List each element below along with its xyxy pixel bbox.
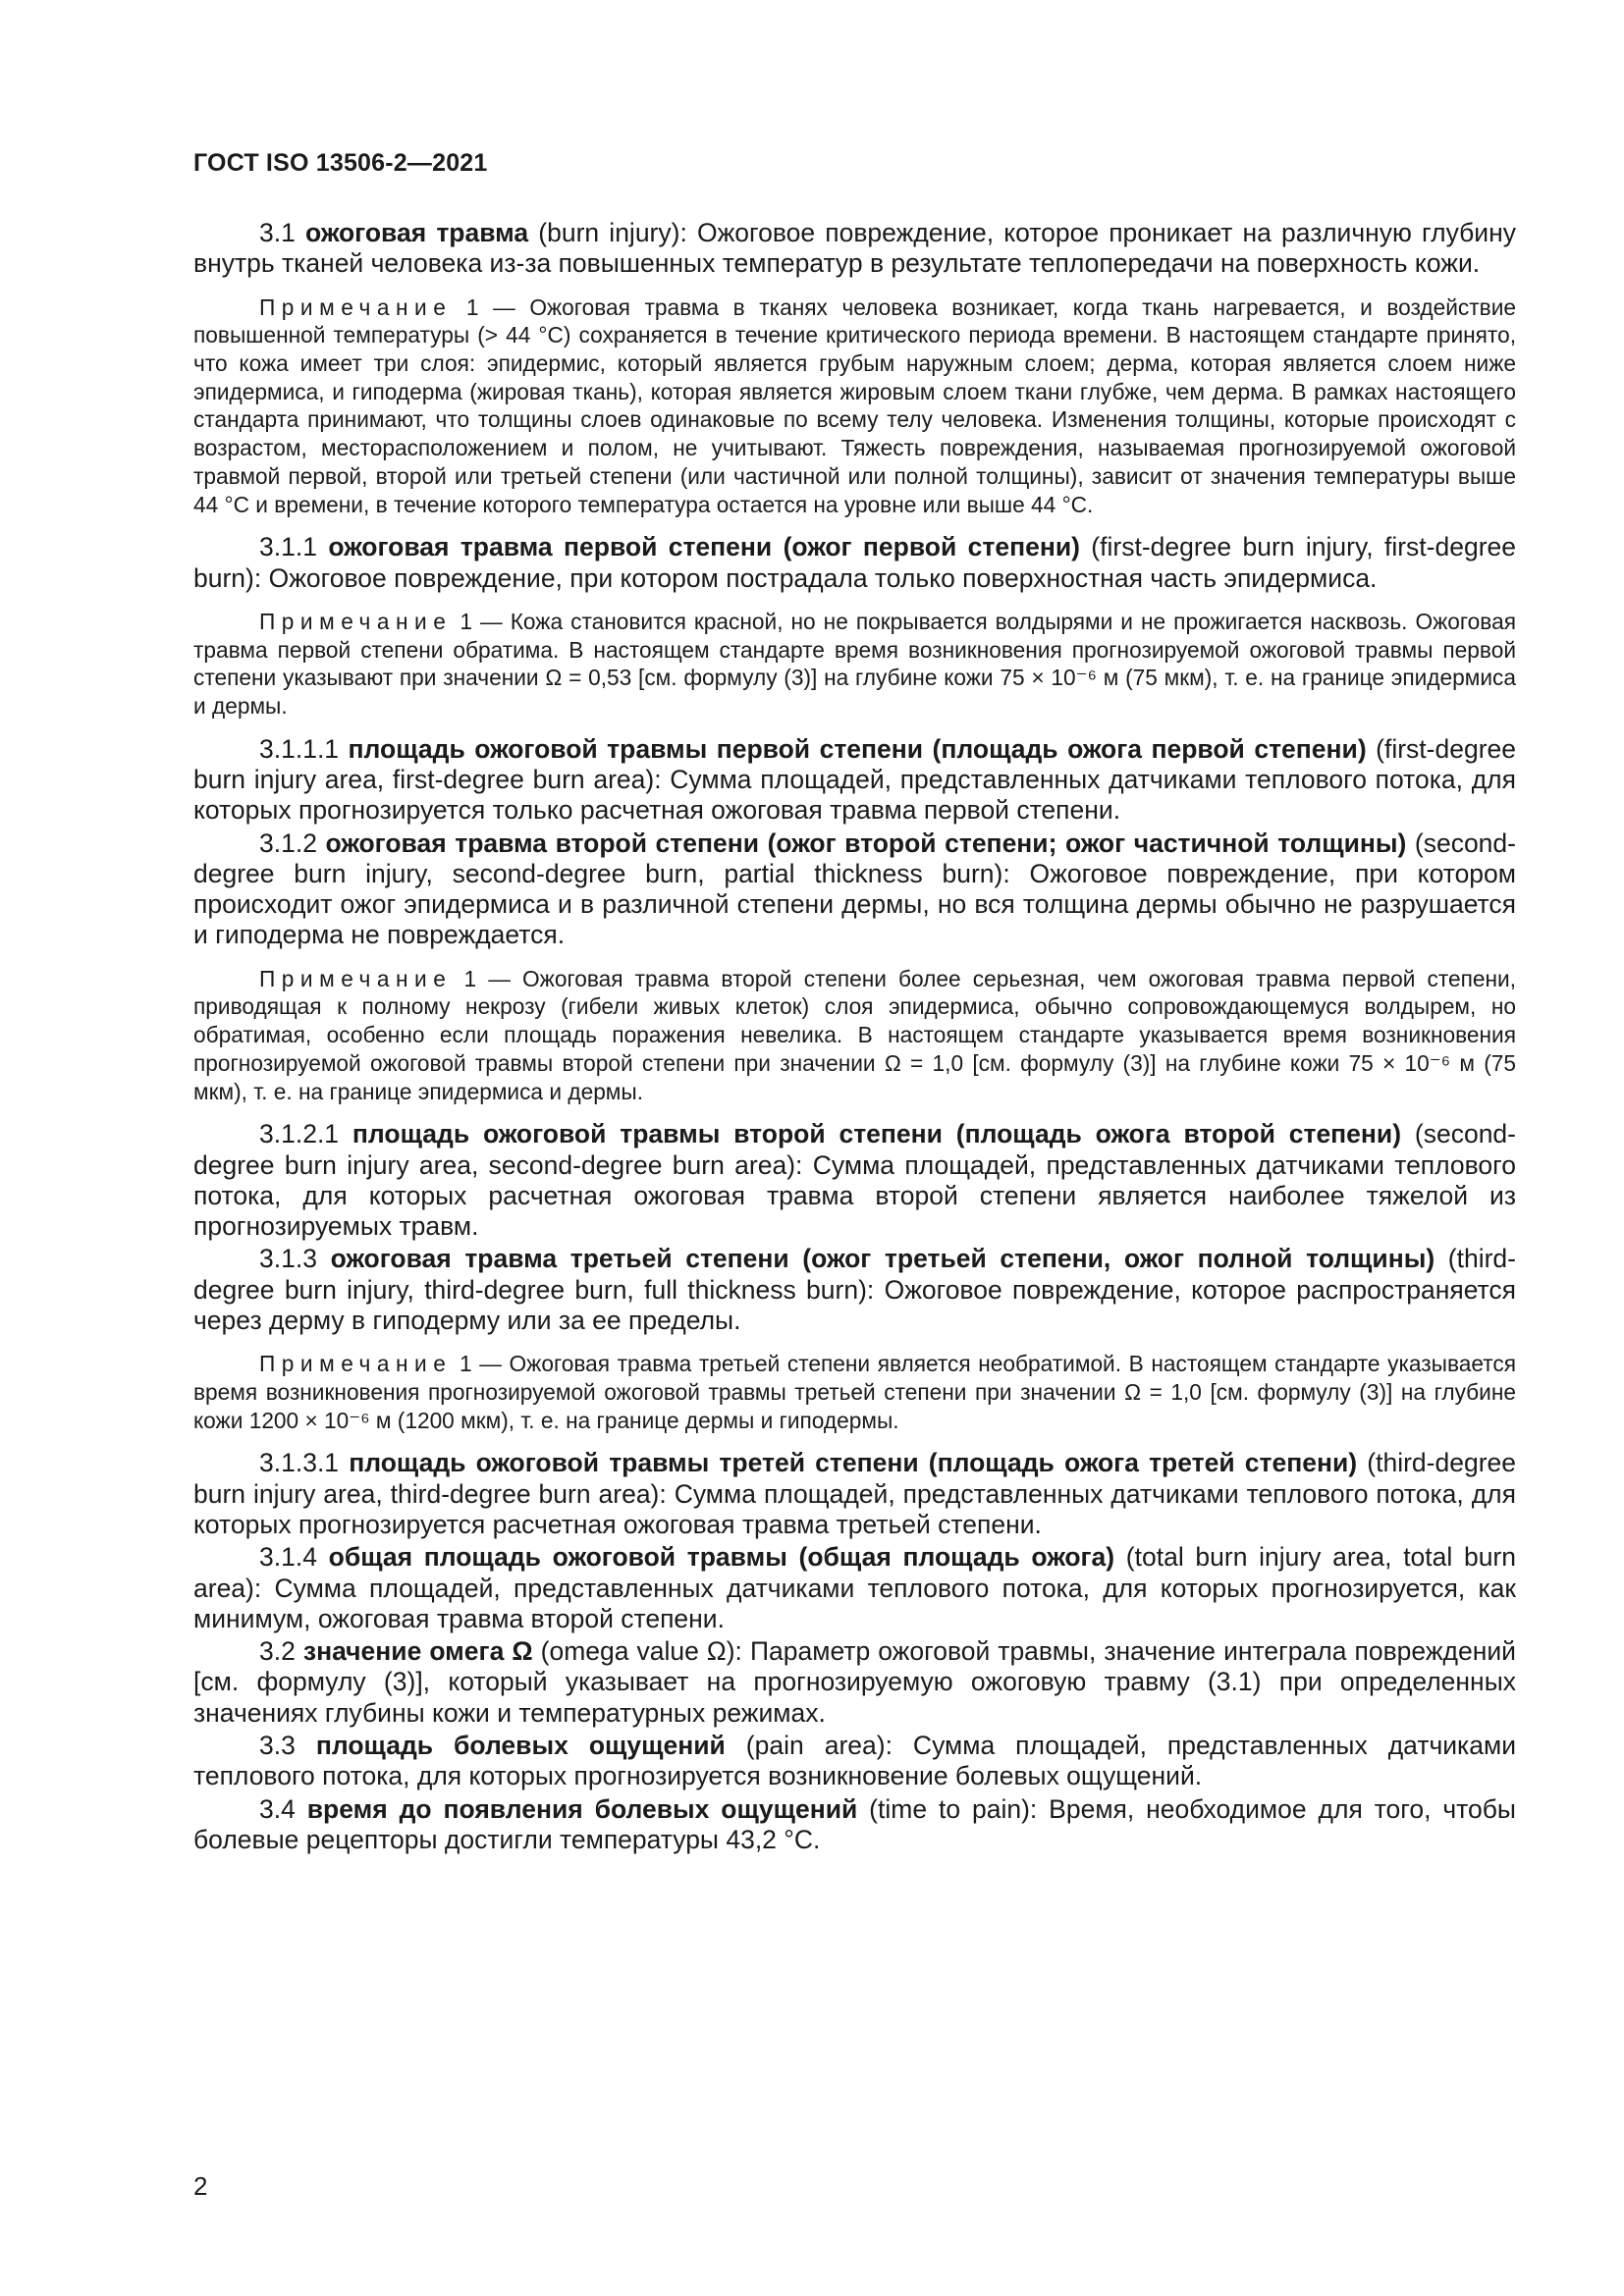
clause-number: 3.1.2.1 [259,1119,340,1149]
definition-text: (second-degree burn injury area, second-degree burn area): Сумма площадей, представленных датчиками теплового потока, для которых расчетная ожоговая травма второй степени является наиболее тяжелой из прогнозируемых травм. [193,1119,1516,1242]
term: площадь ожоговой травмы второй степени (площадь ожога второй степени) [352,1119,1402,1149]
definition-paragraph [193,1119,1516,1242]
definition-text: (first-degree burn injury area, first-degree burn area): Сумма площадей, представленных датчиками теплового потока, для которых прогнозируется только расчетная ожоговая травма первой степени. [193,733,1516,826]
note-text: Кожа становится красной, но не покрывается волдырями и не прожигается насквозь. Ожоговая травма первой степени обратима. В настоящем стандарте время возникновения прогнозируемой ожоговой травмы первой степени указывают при значении Ω = 0,53 [см. формулу (3)] на глубине кожи 75 × 10⁻⁶ м (75 мкм), т. е. на границе эпидермиса и дермы. [193,608,1516,719]
clause-number: 3.1.1 [259,532,317,562]
clause-number: 3.2 [259,1636,296,1667]
term: площадь болевых ощущений [315,1731,726,1761]
clause-number: 3.3 [259,1731,296,1761]
definition-text: (third-degree burn injury, third-degree burn, full thickness burn): Ожоговое повреждение, которое распространяется через дерму в гиподерму или за ее пределы. [193,1244,1516,1335]
definition-text: (total burn injury area, total burn area): Сумма площадей, представленных датчиками теплового потока, для которых прогнозируется, как минимум, ожоговая травма второй степени. [193,1542,1516,1633]
note-paragraph: Примечание 1 — Ожоговая травма третьей степени является необратимой. В настоящем стандарте указывается время возникновения прогнозируемой ожоговой травмы третьей степени при значении Ω = 1,0 [см. формулу (3)] на глубине кожи 1200 × 10⁻⁶ м (1200 мкм), т. е. на границе дермы и гиподермы. [193,1351,1517,1433]
note-text: Ожоговая травма третьей степени является необратимой. В настоящем стандарте указывается время возникновения прогнозируемой ожоговой травмы третьей степени при значении Ω = 1,0 [см. формулу (3)] на глубине кожи 1200 × 10⁻⁶ м (1200 мкм), т. е. на границе дермы и гиподермы. [193,1351,1517,1433]
note-number: 1 [463,965,477,991]
definition-paragraph [193,828,1516,951]
definition-text: (burn injury): Ожоговое повреждение, которое проникает на различную глубину внутрь тканей человека из-за повышенных температур в результате теплопередачи на поверхность кожи. [193,218,1516,279]
clause-number: 3.1 [259,218,296,247]
note-number: 1 [460,608,472,634]
term: ожоговая травма второй степени (ожог второй степени; ожог частичной толщины) [325,828,1407,858]
definition-paragraph [193,1542,1516,1634]
term: ожоговая травма третьей степени (ожог третьей степени, ожог полной толщины) [330,1244,1435,1274]
definition-paragraph [193,1448,1516,1540]
note-number: 1 [465,294,479,320]
note-text: Ожоговая травма в тканях человека возникает, когда ткань нагревается, и воздействие повышенной температуры (> 44 °С) сохраняется в течение критического периода времени. В настоящем стандарте принято, что кожа имеет три слоя: эпидермис, который является грубым наружным слоем; дерма, которая является слоем ниже эпидермиса, и гиподерма (жировая ткань), которая является жировым слоем ткани глубже, чем дерма. В рамках настоящего стандарта принимают, что толщины слоев одинаковые по всему телу человека. Изменения толщины, которые происходят с возрастом, месторасположением и полом, не учитывают. Тяжесть повреждения, называемая прогнозируемой ожоговой травмой первой, второй или третьей степени (или частичной или полной толщины), зависит от значения температуры выше 44 °С и времени, в течение которого температура остается на уровне или выше 44 °С. [193,294,1517,517]
term: площадь ожоговой травмы третей степени (площадь ожога третей степени) [349,1448,1358,1478]
clause-number: 3.1.3.1 [259,1448,340,1478]
term: ожоговая травма первой степени (ожог первой степени) [328,532,1080,562]
definition-paragraph [193,734,1516,827]
definition-text: (pain area): Сумма площадей, представленных датчиками теплового потока, для которых прогнозируется возникновение болевых ощущений. [193,1731,1516,1791]
note-label: Примечание [259,965,453,991]
note-label: Примечание [259,294,453,320]
definition-text: (second-degree burn injury, second-degree burn, partial thickness burn): Ожоговое повреждение, при котором происходит ожог эпидермиса и в различной степени дермы, но вся толщина дермы обычно не разрушается и гиподерма не повреждается. [193,828,1516,950]
term: площадь ожоговой травмы первой степени (площадь ожога первой степени) [348,733,1367,764]
note-paragraph: Примечание 1 — Ожоговая травма в тканях человека возникает, когда ткань нагревается, и воздействие повышенной температуры (> 44 °С) сохраняется в течение критического периода времени. В настоящем стандарте принято, что кожа имеет три слоя: эпидермис, который является грубым наружным слоем; дерма, которая является слоем ниже эпидермиса, и гиподерма (жировая ткань), которая является жировым слоем ткани глубже, чем дерма. В рамках настоящего стандарта принимают, что толщины слоев одинаковые по всему телу человека. Изменения толщины, которые происходят с возрастом, месторасположением и полом, не учитывают. Тяжесть повреждения, называемая прогнозируемой ожоговой травмой первой, второй или третьей степени (или частичной или полной толщины), зависит от значения температуры выше 44 °С и времени, в течение которого температура остается на уровне или выше 44 °С. [193,294,1517,517]
definition-paragraph [193,218,1516,280]
definition-text: (third-degree burn injury area, third-degree burn area): Сумма площадей, представленных датчиками теплового потока, для которых прогнозируется расчетная ожоговая травма третьей степени. [193,1448,1516,1539]
note-label: Примечание [259,608,453,634]
term: время до появления болевых ощущений [306,1793,858,1824]
definition-paragraph [193,1636,1516,1729]
clause-number: 3.1.2 [259,828,317,858]
definition-paragraph [193,532,1516,594]
clause-number: 3.1.3 [259,1244,317,1274]
term: ожоговая травма [305,218,529,247]
definition-text: (first-degree burn injury, first-degree burn): Ожоговое повреждение, при котором пострадала только поверхностная часть эпидермиса. [193,532,1516,593]
note-label: Примечание [259,1351,453,1377]
note-paragraph: Примечание 1 — Ожоговая травма второй степени более серьезная, чем ожоговая травма первой степени, приводящая к полному некрозу (гибели живых клеток) слоя эпидермиса, обычно сопровождающемуся волдырем, но обратимая, особенно если площадь поражения невелика. В настоящем стандарте указывается время возникновения прогнозируемой ожоговой травмы второй степени при значении Ω = 1,0 [см. формулу (3)] на глубине кожи 75 × 10⁻⁶ м (75 мкм), т. е. на границе эпидермиса и дермы. [193,965,1517,1104]
term: значение омега Ω [302,1636,533,1667]
page-number: 2 [193,2171,208,2201]
clause-number: 3.1.1.1 [259,733,340,764]
definition-paragraph [193,1731,1516,1792]
document-header: ГОСТ ISO 13506-2—2021 [193,149,488,177]
definition-paragraph [193,1244,1516,1336]
definition-paragraph [193,1794,1516,1856]
clause-number: 3.1.4 [259,1542,317,1573]
term: общая площадь ожоговой травмы (общая площадь ожога) [328,1542,1115,1573]
definition-text: (time to pain): Время, необходимое для того, чтобы болевые рецепторы достигли температуры 43,2 °С. [193,1793,1516,1854]
note-text: Ожоговая травма второй степени более серьезная, чем ожоговая травма первой степени, приводящая к полному некрозу (гибели живых клеток) слоя эпидермиса, обычно сопровождающемуся волдырем, но обратимая, особенно если площадь поражения невелика. В настоящем стандарте указывается время возникновения прогнозируемой ожоговой травмы второй степени при значении Ω = 1,0 [см. формулу (3)] на глубине кожи 75 × 10⁻⁶ м (75 мкм), т. е. на границе эпидермиса и дермы. [193,965,1517,1104]
note-paragraph: Примечание 1 — Кожа становится красной, но не покрывается волдырями и не прожигается насквозь. Ожоговая травма первой степени обратима. В настоящем стандарте время возникновения прогнозируемой ожоговой травмы первой степени указывают при значении Ω = 0,53 [см. формулу (3)] на глубине кожи 75 × 10⁻⁶ м (75 мкм), т. е. на границе эпидермиса и дермы. [193,608,1516,719]
document-body [193,218,1516,1855]
clause-number: 3.4 [259,1793,296,1824]
definition-text: (omega value Ω): Параметр ожоговой травмы, значение интеграла повреждений [см. формулу (3)], который указывает на прогнозируемую ожоговую травму (3.1) при определенных значениях глубины кожи и температурных режимах. [193,1636,1516,1728]
note-number: 1 [459,1351,472,1377]
